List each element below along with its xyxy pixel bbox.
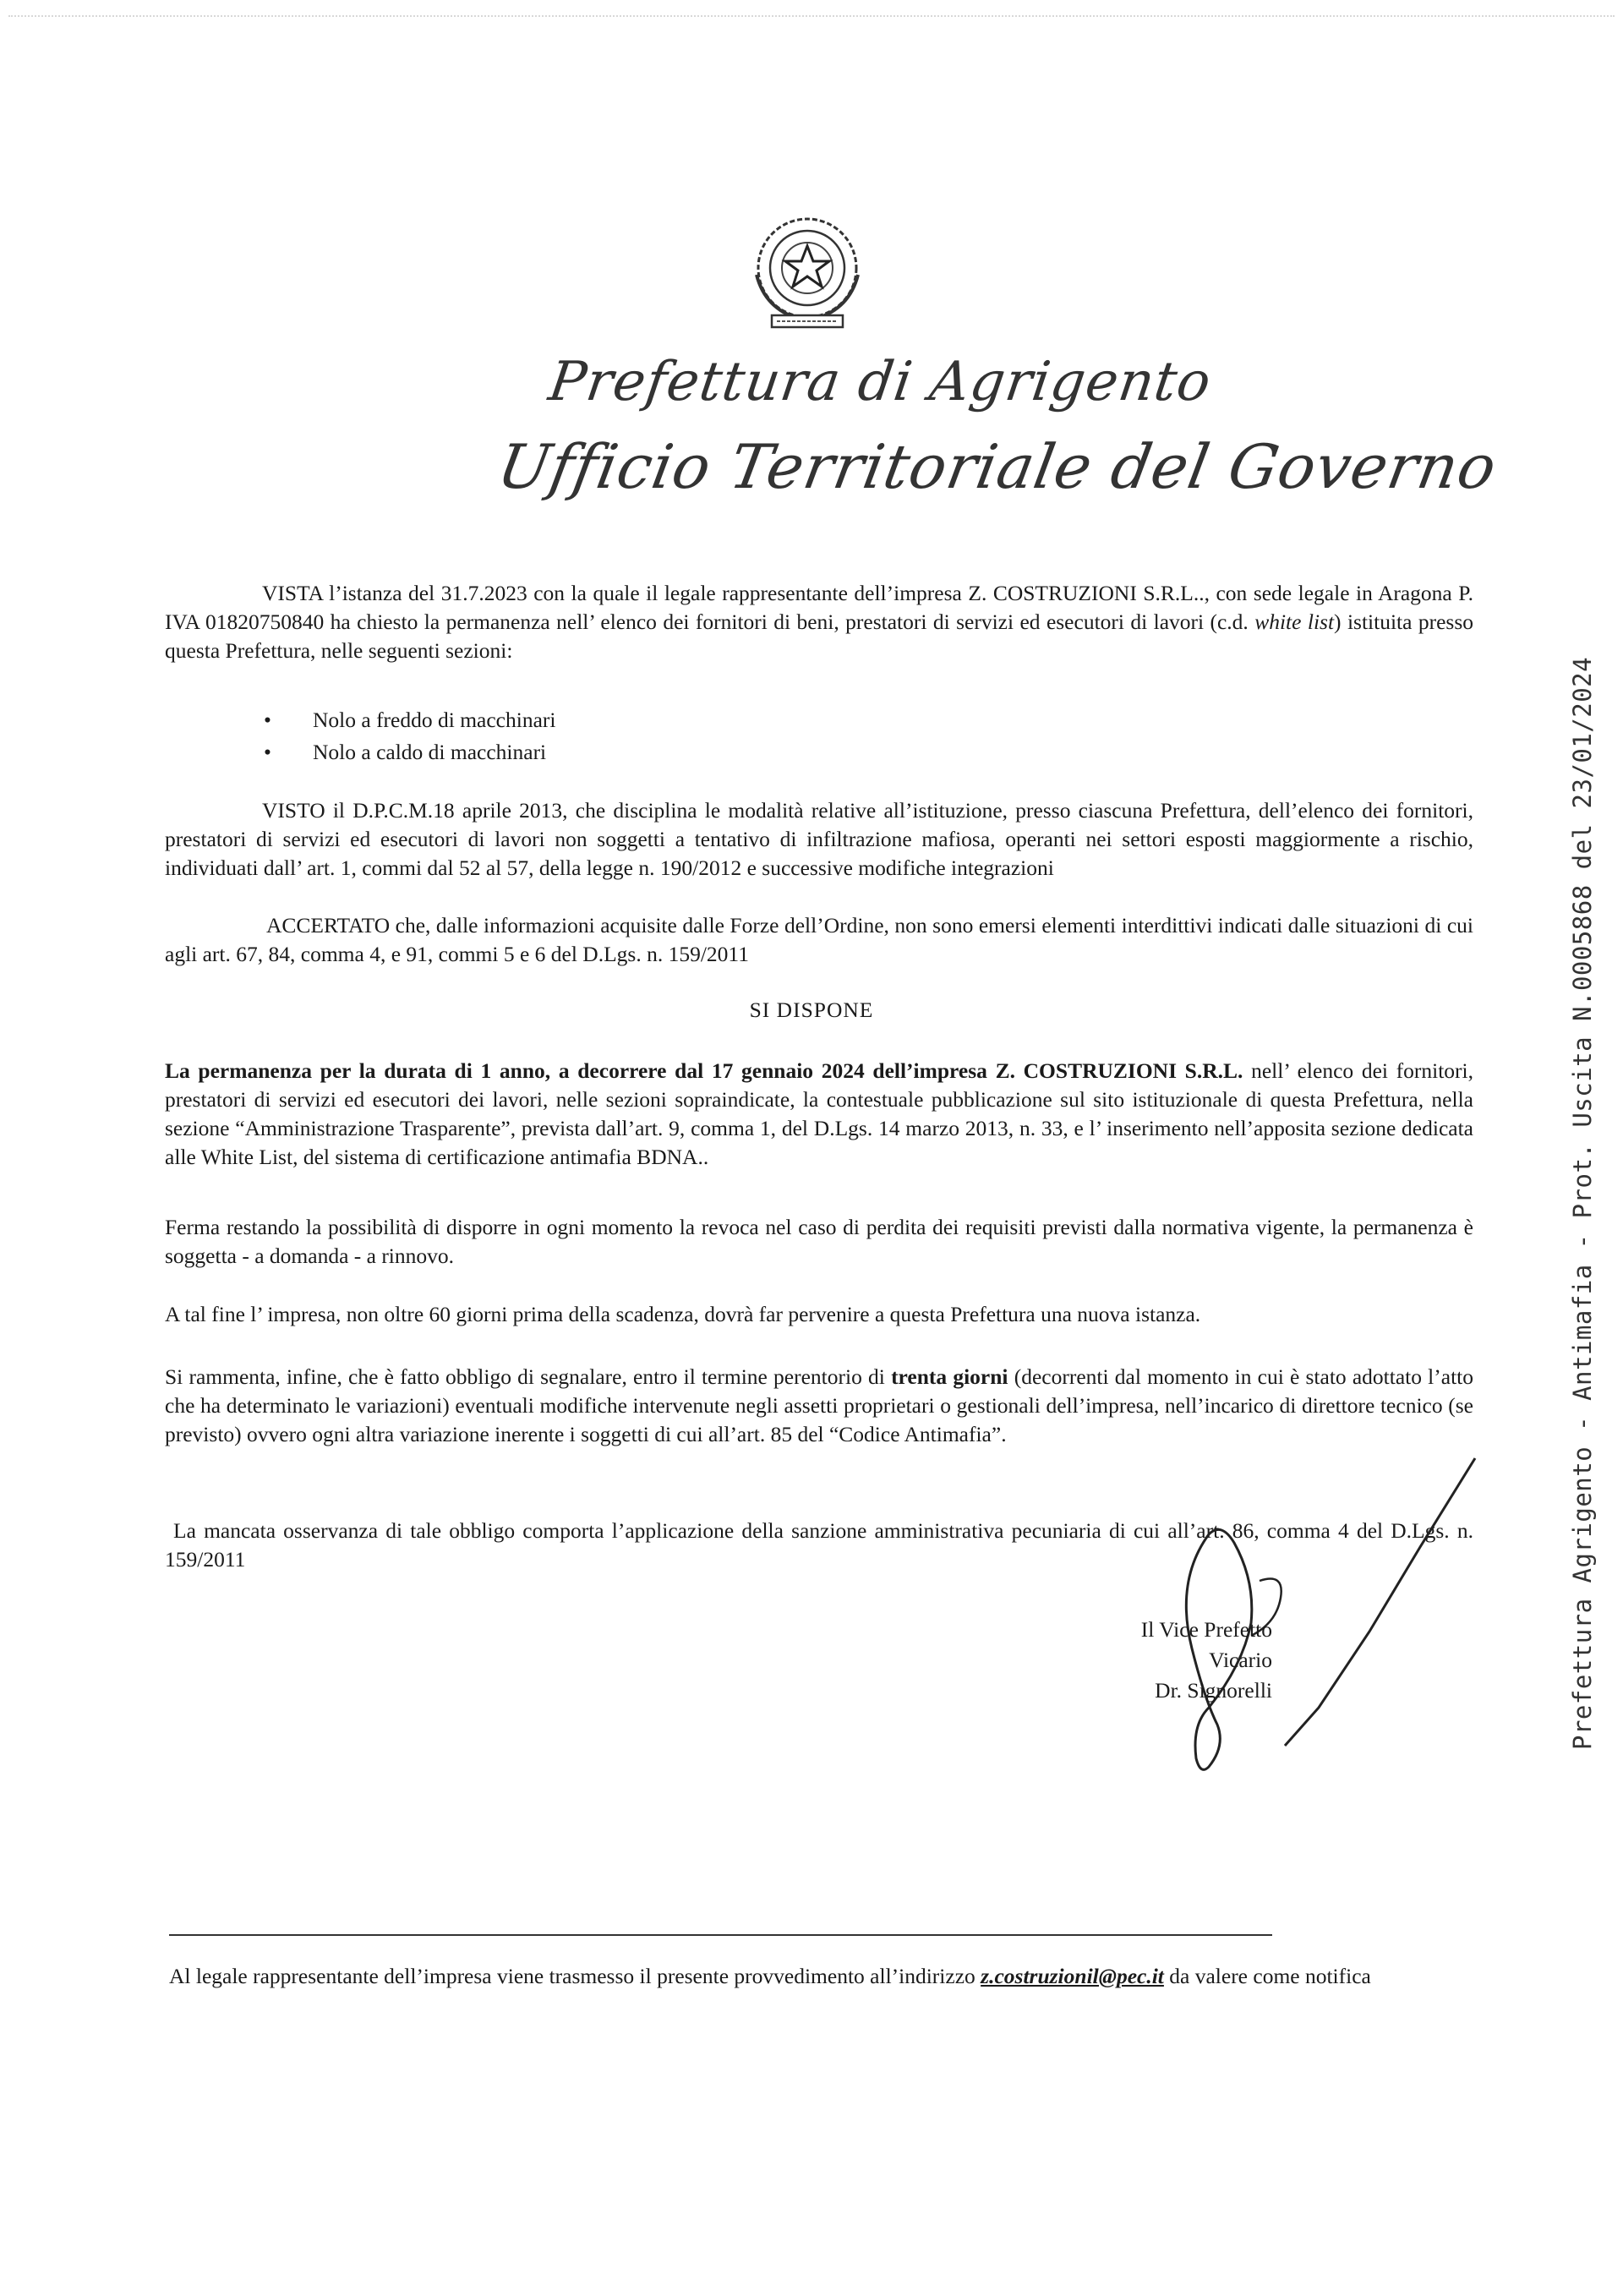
rammenta-suffix: (decorrenti dal momento in cui è stato adottato l’atto che ha determinato le variazioni) eventuali modifiche intervenute negli assetti proprietari o gestionali dell’impresa, nell’incarico di direttore tecnico (se previsto) ovvero ogni altra variazione inerente i soggetti di cui all’art. 85 del “Codice Antimafia”. <box>165 1364 1473 1446</box>
ferma-text: Ferma restando la possibilità di disporre in ogni momento la revoca nel caso di perdita dei requisiti previsti dalla normativa vigente, la permanenza è soggetta - a domanda - a rinnovo. <box>165 1215 1473 1268</box>
permanenza-paragraph <box>165 1057 1473 1172</box>
signatory-name: Dr. Signorelli <box>1155 1678 1272 1703</box>
permanenza-text: nell’ elenco dei fornitori, prestatori di servizi ed esecutori dei lavori, nelle sezioni sopraindicate, la contestuale pubblicazione sul sito istituzionale di questa Prefettura, nella sezione “Amministrazione Trasparente”, prevista dall’art. 9, comma 1, del D.Lgs. 14 marzo 2013, n. 33, e l’ inserimento nell’apposita sezione dedicata alle White List, del sistema di certificazione antimafia BDNA.. <box>165 1058 1473 1169</box>
bullet-icon: • <box>264 740 271 764</box>
rammenta-bold: trenta giorni <box>891 1364 1008 1389</box>
sections-list <box>254 704 555 768</box>
footer-note <box>169 1961 1475 1992</box>
scan-artifact-dots <box>8 15 1615 22</box>
a-tal-fine-text: A tal fine l’ impresa, non oltre 60 giorni prima della scadenza, dovrà far pervenire a questa Prefettura una nuova istanza. <box>165 1302 1201 1326</box>
a-tal-fine-paragraph <box>165 1300 1473 1329</box>
pec-email-link[interactable]: z.costruzionil@pec.it <box>981 1964 1164 1988</box>
permanenza-bold: La permanenza per la durata di 1 anno, a decorrere dal 17 gennaio 2024 dell’impresa Z. COSTRUZIONI S.R.L. <box>165 1058 1243 1083</box>
accertato-paragraph <box>165 911 1473 969</box>
vista-text: VISTA l’istanza del 31.7.2023 con la quale il legale rappresentante dell’impresa Z. COSTRUZIONI S.R.L.., con sede legale in Aragona P. IVA 01820750840 ha chiesto la permanenza nell’ elenco dei fornitori di beni, prestatori di servizi ed esecutori di lavori (c.d. <box>165 581 1473 634</box>
protocol-stamp: Prefettura Agrigento - Antimafia - Prot. Uscita N.0005868 del 23/01/2024 <box>1568 656 1597 1750</box>
footer-text: Al legale rappresentante dell’impresa viene trasmesso il presente provvedimento all’indirizzo <box>169 1964 981 1988</box>
section-label: Nolo a freddo di macchinari <box>313 708 556 732</box>
dispone-title: SI DISPONE <box>749 998 874 1022</box>
bullet-icon: • <box>264 708 271 732</box>
vista-suffix: ) istituita presso questa Prefettura, nelle seguenti sezioni: <box>165 610 1473 663</box>
accertato-text: ACCERTATO che, dalle informazioni acquisite dalle Forze dell’Ordine, non sono emersi elementi interdittivi indicati dalle situazioni di cui agli art. 67, 84, comma 4, e 91, commi 5 e 6 del D.Lgs. n. 159/2011 <box>165 913 1473 966</box>
vista-italic-term: white list <box>1254 610 1335 634</box>
emblem-icon <box>740 207 875 342</box>
visto-paragraph <box>165 796 1473 883</box>
rammenta-text: Si rammenta, infine, che è fatto obbligo di segnalare, entro il termine perentorio di <box>165 1364 892 1389</box>
vista-paragraph <box>165 579 1473 665</box>
footer-divider <box>169 1934 1272 1936</box>
rammenta-paragraph <box>165 1363 1473 1449</box>
list-item <box>254 736 555 768</box>
footer-suffix: da valere come notifica <box>1163 1964 1371 1988</box>
visto-text: VISTO il D.P.C.M.18 aprile 2013, che disciplina le modalità relative all’istituzione, presso ciascuna Prefettura, dell’elenco dei fornitori, prestatori di servizi ed esecutori di lavori non soggetti a tentativo di infiltrazione mafiosa, operanti nei settori esposti maggiormente a rischio, individuati dall’ art. 1, commi dal 52 al 57, della legge n. 190/2012 e successive modifiche integrazioni <box>165 798 1473 880</box>
list-item <box>254 704 555 736</box>
ferma-paragraph <box>165 1213 1473 1271</box>
mancata-text: La mancata osservanza di tale obbligo comporta l’applicazione della sanzione amministrativa pecuniaria di cui all’art. 86, comma 4 del D.Lgs. n. 159/2011 <box>165 1518 1473 1572</box>
header-prefettura: Prefettura di Agrigento <box>544 351 1216 413</box>
signature-block <box>1074 1615 1272 1706</box>
section-label: Nolo a caldo di macchinari <box>313 740 547 764</box>
header-ufficio: Ufficio Territoriale del Governo <box>492 431 1502 502</box>
signatory-role: Il Vice Prefetto Vicario <box>1140 1617 1272 1672</box>
